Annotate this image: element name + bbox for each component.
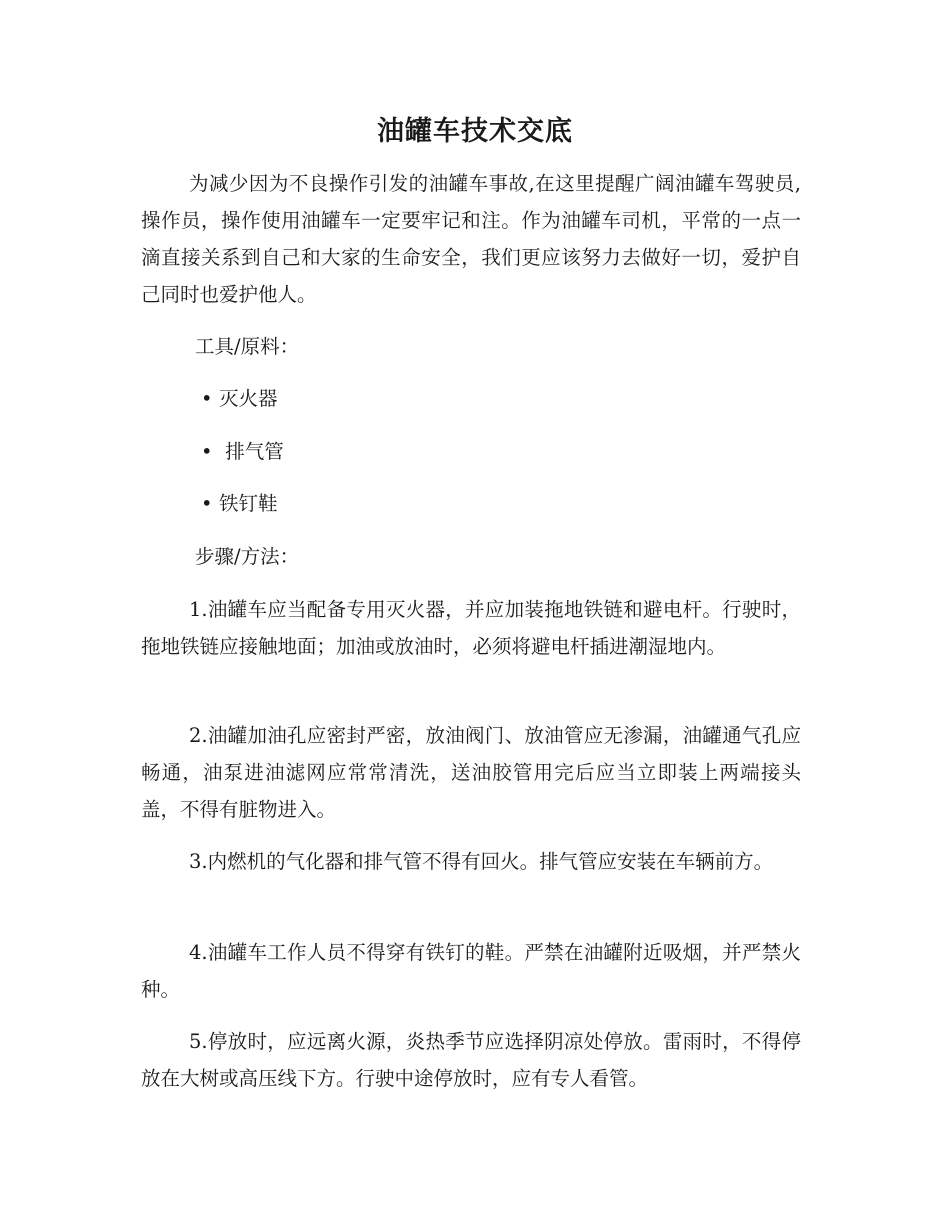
step-paragraph-1: 1.油罐车应当配备专用灭火器，并应加装拖地铁链和避电杆。行驶时，拖地铁链应接触地面；加油或放油时，必须将避电杆插进潮湿地内。 xyxy=(141,598,801,658)
tool-item-label: 铁钉鞋 xyxy=(219,492,278,515)
step-paragraph-2: 2.油罐加油孔应密封严密，放油阀门、放油管应无渗漏，油罐通气孔应畅通，油泵进油滤网应常常清洗，送油胶管用完后应当立即装上两端接头盖，不得有脏物进入。 xyxy=(141,724,801,821)
tool-item-fire-extinguisher xyxy=(201,384,278,414)
tool-item-label: 排气管 xyxy=(219,440,284,463)
intro-paragraph: 为减少因为不良操作引发的油罐车事故,在这里提醒广阔油罐车驾驶员,操作员，操作使用油罐车一定要牢记和注。作为油罐车司机，平常的一点一滴直接关系到自己和大家的生命安全，我们更应该努力去做好一切，爱护自己同时也爱护他人。 xyxy=(141,172,801,306)
bullet-icon: • xyxy=(201,387,213,410)
bullet-icon: • xyxy=(201,440,213,463)
steps-label: 步骤/方法： xyxy=(195,545,300,568)
bullet-icon: • xyxy=(201,492,213,515)
document-title: 油罐车技术交底 xyxy=(377,116,573,147)
tool-item-label: 灭火器 xyxy=(219,387,278,410)
tools-label: 工具/原料： xyxy=(195,335,300,358)
step-paragraph-5: 5.停放时，应远离火源，炎热季节应选择阴凉处停放。雷雨时，不得停放在大树或高压线下方。行驶中途停放时，应有专人看管。 xyxy=(141,1030,801,1090)
step-paragraph-4: 4.油罐车工作人员不得穿有铁钉的鞋。严禁在油罐附近吸烟，并严禁火种。 xyxy=(141,941,801,1001)
step-paragraph-3: 3.内燃机的气化器和排气管不得有回火。排气管应安装在车辆前方。 xyxy=(189,850,774,873)
tool-item-exhaust-pipe xyxy=(201,437,284,467)
tool-item-nail-shoes xyxy=(201,489,278,519)
